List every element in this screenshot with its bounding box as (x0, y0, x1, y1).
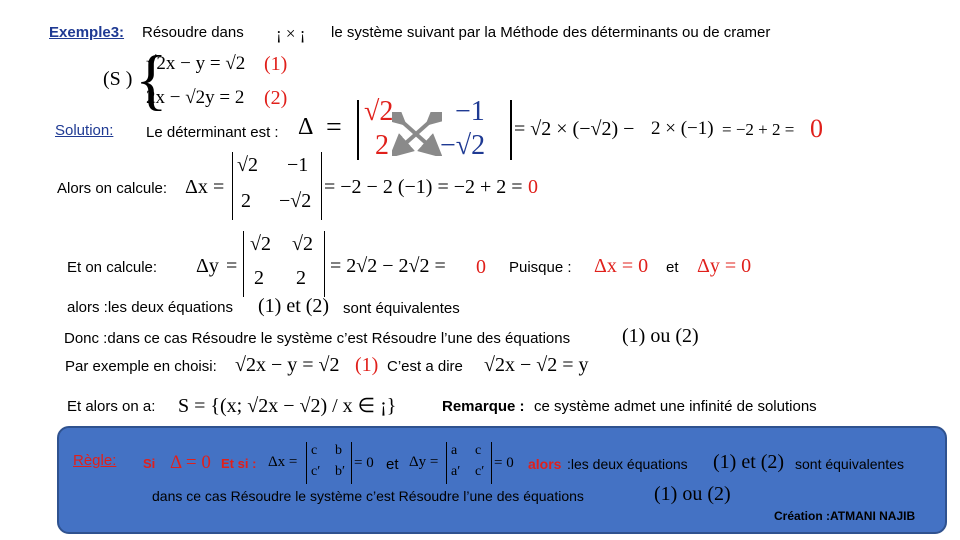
since-label: Puisque : (509, 259, 572, 276)
system-name: (S ) (103, 68, 133, 90)
line3-eq-number: (1) (355, 354, 379, 376)
deltax-a11: √2 (237, 154, 258, 176)
rule-dx-matrix (306, 442, 352, 484)
remark-text: ce système admet une infinité de solutions (534, 398, 817, 415)
rule-dx-a12: b (335, 443, 342, 458)
rule-dy-a12: c (475, 443, 482, 458)
rule-line2-math: (1) ou (2) (654, 483, 731, 505)
deltay-symbol: Δy (196, 255, 219, 277)
rule-dx-a22: b′ (335, 464, 346, 479)
rule-dy-a11: a (451, 443, 458, 458)
deltax-equals: = (213, 176, 225, 198)
rule-si-math: Δ = 0 (170, 452, 211, 473)
and-math: Δy = 0 (697, 255, 752, 277)
set-symbol: ¡ × ¡ (276, 24, 306, 43)
deltax-matrix (232, 152, 322, 220)
deltax-label: Alors on calcule: (57, 180, 168, 197)
solution-set: S = {(x; √2x − √2) / x ∈ ¡} (178, 395, 397, 417)
deltay-result: = 2√2 − 2√2 = (330, 255, 446, 277)
deltax-result: = −2 − 2 (−1) = −2 + 2 = (324, 176, 523, 198)
line1-math: (1) et (2) (258, 295, 330, 317)
determinant-result-3: = −2 + 2 = (722, 120, 795, 139)
rule-alors-rest: :les deux équations (567, 456, 688, 472)
deltax-a22: −√2 (279, 190, 312, 212)
line1-text: alors :les deux équations (67, 299, 233, 316)
rule-dx-a11: c (311, 443, 318, 458)
delta-equals: = (326, 112, 342, 143)
line3-mid: C’est a dire (387, 358, 463, 375)
deltax-zero: 0 (528, 176, 538, 198)
rule-et: et (386, 456, 399, 473)
rule-equiv: sont équivalentes (795, 456, 904, 472)
matrix-bar-left (357, 100, 359, 160)
rule-etsi: Et si : (221, 456, 257, 471)
matrix-bar-right (510, 100, 512, 160)
header-rest: le système suivant par la Méthode des déterminants ou de cramer (331, 24, 771, 41)
deltay-matrix (243, 231, 325, 297)
line4-text: Et alors on a: (67, 398, 156, 415)
system-eq1: √2x − y = √2 (146, 53, 246, 74)
rule-label: Règle: (73, 452, 117, 469)
line3-eq: √2x − y = √2 (235, 354, 340, 376)
system-eq1-number: (1) (264, 53, 288, 75)
rule-dy-result: = 0 (494, 455, 514, 471)
author-credit: Création :ATMANI NAJIB (774, 509, 916, 523)
rule-dx-label: Δx = (268, 454, 298, 470)
deltax-a21: 2 (241, 190, 251, 212)
line2-text: Donc :dans ce cas Résoudre le système c’est Résoudre l’une des équations (64, 330, 571, 347)
line3-eq2: √2x − √2 = y (484, 354, 589, 376)
matrix-a22: −√2 (440, 130, 486, 161)
determinant-result-1: = √2 × (−√2) − (514, 118, 635, 140)
determinant-result-2: 2 × (−1) (651, 118, 714, 139)
deltay-a11: √2 (250, 233, 271, 255)
rule-dy-matrix (446, 442, 492, 484)
rule-alors: alors (528, 456, 562, 472)
line1-end: sont équivalentes (343, 300, 460, 317)
deltay-a12: √2 (292, 233, 313, 255)
rule-dy-label: Δy = (409, 454, 439, 470)
rule-dy-a21: a′ (451, 464, 461, 479)
determinant-text: Le déterminant est : (146, 124, 279, 141)
determinant-zero: 0 (810, 114, 823, 143)
deltay-a21: 2 (254, 267, 264, 289)
matrix-a11: √2 (364, 96, 394, 127)
deltax-symbol: Δx (185, 176, 208, 198)
rule-si: Si (143, 456, 156, 471)
deltay-a22: 2 (296, 267, 306, 289)
deltay-equals: = (226, 255, 238, 277)
matrix-a21: 2 (375, 130, 389, 161)
system-eq2-number: (2) (264, 87, 288, 109)
line2-math: (1) ou (2) (622, 325, 699, 347)
deltay-zero: 0 (476, 256, 486, 278)
rule-dx-a21: c′ (311, 464, 321, 479)
system-brace: { (135, 41, 168, 117)
example-title: Exemple3: (49, 24, 125, 41)
and-label: et (666, 259, 679, 276)
intro-text: Résoudre dans (142, 24, 244, 41)
deltay-label: Et on calcule: (67, 259, 158, 276)
rule-line2: dans ce cas Résoudre le système c’est Résoudre l’une des équations (152, 488, 584, 504)
line3-text: Par exemple en choisi: (65, 358, 217, 375)
rule-dy-a22: c′ (475, 464, 485, 479)
since-math: Δx = 0 (594, 255, 649, 277)
cross-arrows-icon (392, 112, 442, 156)
system-eq2: 2x − √2y = 2 (146, 87, 245, 108)
rule-dx-result: = 0 (354, 455, 374, 471)
rule-alors-math: (1) et (2) (713, 451, 785, 473)
solution-label: Solution: (55, 122, 114, 139)
remark-label: Remarque : (442, 398, 525, 415)
matrix-a12: −1 (455, 96, 485, 127)
delta-symbol: Δ (298, 114, 314, 140)
deltax-a12: −1 (287, 154, 309, 176)
